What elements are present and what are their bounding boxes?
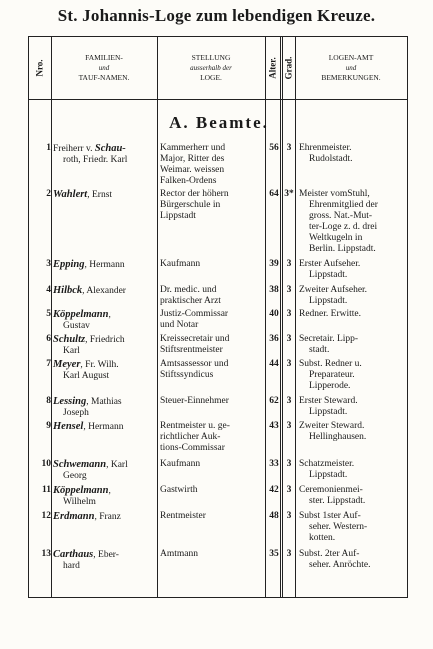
member-stellung	[160, 285, 264, 307]
name-line: Meyer, Fr. Wilh.	[53, 359, 119, 370]
member-name	[53, 259, 157, 271]
amt-line: Lippstadt.	[309, 470, 348, 480]
name-line: Hilbck, Alexander	[53, 285, 126, 296]
member-age: 42	[269, 485, 279, 495]
header-amt: LOGEN-AMT und BEMERKUNGEN.	[321, 53, 381, 82]
stellung-line: Steuer-Einnehmer	[160, 396, 229, 406]
row-number: 9	[46, 421, 51, 431]
name-line: roth, Friedr. Karl	[63, 155, 128, 165]
family-name: Köppelmann	[53, 485, 109, 496]
stellung-line: Rector der höhern	[160, 189, 229, 199]
row-number: 10	[41, 459, 51, 469]
member-age: 64	[269, 189, 279, 199]
row-number: 13	[41, 549, 51, 559]
amt-line: Meister vomStuhl,	[299, 189, 370, 199]
member-age: 44	[269, 359, 279, 369]
member-stellung	[160, 511, 264, 522]
section-heading: A. Beamte.	[169, 113, 269, 132]
amt-line: kotten.	[309, 533, 336, 543]
stellung-line: Kaufmann	[160, 459, 201, 469]
row-number: 1	[46, 143, 51, 153]
member-stellung	[160, 309, 264, 331]
member-age: 38	[269, 285, 279, 295]
name-line: Schwemann, Karl	[53, 459, 128, 470]
header-nr: Nro.	[35, 59, 45, 77]
amt-line: gross. Nat.-Mut-	[309, 211, 373, 221]
member-amt	[299, 334, 405, 356]
family-name: Schwemann	[53, 459, 107, 470]
stellung-line: Weimar. weissen	[160, 165, 225, 175]
member-name	[53, 334, 157, 357]
row-number: 12	[41, 511, 51, 521]
amt-line: Weltkugeln in	[309, 233, 363, 243]
amt-line: Erster Aufseher.	[299, 259, 361, 269]
member-name	[53, 511, 157, 523]
member-name	[53, 189, 157, 201]
member-name	[53, 285, 157, 297]
row-number: 7	[46, 359, 51, 369]
stellung-line: Stiftsrentmeister	[160, 345, 223, 355]
page-title: St. Johannis-Loge zum lebendigen Kreuze.	[57, 6, 376, 25]
stellung-line: Amtsassessor und	[160, 359, 229, 369]
member-age: 48	[269, 511, 279, 521]
stellung-line: Lippstadt	[160, 211, 196, 221]
member-amt	[299, 359, 405, 392]
member-grade: 3*	[284, 189, 294, 199]
amt-line: Rudolstadt.	[309, 154, 353, 164]
name-line: Wahlert, Ernst	[53, 189, 113, 200]
name-line: Gustav	[63, 321, 90, 331]
member-age: 33	[269, 459, 279, 469]
member-stellung	[160, 549, 264, 560]
row-number: 5	[46, 309, 51, 319]
name-line: Hensel, Hermann	[53, 421, 124, 432]
member-amt	[299, 259, 405, 281]
family-name: Meyer	[53, 359, 81, 370]
member-amt	[299, 285, 405, 307]
header-name: FAMILIEN- und TAUF-NAMEN.	[78, 53, 130, 82]
member-name	[53, 396, 157, 419]
stellung-line: Dr. medic. und	[160, 285, 217, 295]
member-amt	[299, 189, 405, 255]
stellung-line: Rentmeister u. ge-	[160, 421, 230, 431]
member-grade: 3	[286, 143, 292, 153]
amt-line: Ehrenmeister.	[299, 143, 352, 153]
stellung-line: Stiftssyndicus	[160, 370, 214, 380]
register-table	[28, 36, 408, 598]
member-grade: 3	[286, 396, 292, 406]
amt-line: Ehrenmitglied der	[309, 200, 378, 210]
stellung-line: Kaufmann	[160, 259, 201, 269]
stellung-line: Falken-Ordens	[160, 176, 217, 186]
name-line: Carthaus, Eber-	[53, 549, 119, 560]
stellung-line: Justiz-Commissar	[160, 309, 229, 319]
family-name: Hilbck	[53, 285, 83, 296]
member-amt	[299, 421, 405, 443]
name-line: Schultz, Friedrich	[53, 334, 125, 345]
member-grade: 3	[286, 549, 292, 559]
amt-line: Zweiter Steward.	[299, 421, 365, 431]
name-line: Joseph	[63, 408, 89, 418]
amt-line: Subst. Redner u.	[299, 359, 362, 369]
member-amt	[299, 485, 405, 507]
member-amt	[299, 396, 405, 418]
member-name	[53, 485, 157, 508]
amt-line: Lippstadt.	[309, 407, 348, 417]
stellung-line: Kreissecretair und	[160, 334, 230, 344]
family-name: Schau-	[94, 143, 126, 154]
name-line: Epping, Hermann	[53, 259, 125, 270]
member-grade: 3	[286, 511, 292, 521]
amt-line: Erster Steward.	[299, 396, 358, 406]
member-grade: 3	[286, 459, 292, 469]
family-name: Epping	[53, 259, 85, 270]
amt-line: seher. Anröchte.	[309, 560, 371, 570]
amt-line: Schatzmeister.	[299, 459, 355, 469]
member-amt	[299, 549, 405, 571]
member-stellung	[160, 485, 264, 496]
stellung-line: und Notar	[160, 320, 199, 330]
member-stellung	[160, 421, 264, 454]
member-name	[53, 459, 157, 482]
member-age: 62	[269, 396, 279, 406]
name-line: Karl August	[63, 371, 110, 381]
amt-line: Ceremonienmei-	[299, 485, 363, 495]
amt-line: Preparateur.	[309, 370, 355, 380]
member-amt	[299, 459, 405, 481]
member-grade: 3	[286, 285, 292, 295]
family-name: Schultz	[53, 334, 86, 345]
amt-line: Hellinghausen.	[309, 432, 367, 442]
member-grade: 3	[286, 334, 292, 344]
row-number: 4	[46, 285, 51, 295]
amt-line: Redner. Erwitte.	[299, 309, 361, 319]
name-line: Köppelmann,	[53, 309, 111, 320]
member-age: 36	[269, 334, 279, 344]
member-name	[53, 359, 157, 382]
stellung-line: praktischer Arzt	[160, 296, 221, 306]
family-name: Wahlert	[53, 189, 88, 200]
amt-line: Lipperode.	[309, 381, 351, 391]
member-age: 43	[269, 421, 279, 431]
header-stellung: STELLUNG ausserhalb der LOGE.	[190, 53, 232, 82]
member-name	[53, 421, 157, 433]
member-stellung	[160, 459, 264, 470]
name-line: Freiherr v. Schau-	[53, 143, 126, 154]
member-age: 39	[269, 259, 279, 269]
row-number: 8	[46, 396, 51, 406]
member-age: 40	[269, 309, 279, 319]
row-number: 3	[46, 259, 51, 269]
stellung-line: Rentmeister	[160, 511, 206, 521]
name-line: Georg	[63, 471, 87, 481]
member-stellung	[160, 143, 264, 187]
member-stellung	[160, 189, 264, 222]
member-amt	[299, 511, 405, 544]
name-line: Wilhelm	[63, 497, 96, 507]
member-age: 35	[269, 549, 279, 559]
family-name: Hensel	[53, 421, 84, 432]
member-stellung	[160, 396, 264, 407]
row-number: 11	[42, 485, 51, 495]
header-alter: Alter.	[268, 57, 279, 79]
header-grad: Grad.	[283, 56, 294, 80]
stellung-line: richtlicher Auk-	[160, 432, 221, 442]
family-name: Köppelmann	[53, 309, 109, 320]
amt-line: seher. Western-	[309, 522, 368, 532]
amt-line: ter-Loge z. d. drei	[309, 222, 378, 232]
amt-line: Berlin. Lippstadt.	[309, 244, 376, 254]
member-name	[53, 549, 157, 572]
amt-line: Lippstadt.	[309, 270, 348, 280]
stellung-line: Bürgerschule in	[160, 200, 221, 210]
amt-line: stadt.	[309, 345, 330, 355]
stellung-line: tions-Commissar	[160, 443, 225, 453]
member-stellung	[160, 334, 264, 356]
amt-line: Secretair. Lipp-	[299, 334, 359, 344]
amt-line: Subst. 2ter Auf-	[299, 549, 360, 559]
stellung-line: Gastwirth	[160, 485, 198, 495]
member-age: 56	[269, 143, 279, 153]
stellung-line: Major, Ritter des	[160, 154, 225, 164]
header-divider	[29, 99, 407, 100]
amt-line: Subst 1ster Auf-	[299, 511, 361, 521]
amt-line: Lippstadt.	[309, 296, 348, 306]
member-stellung	[160, 259, 264, 270]
family-name: Carthaus	[53, 549, 94, 560]
name-line: Lessing, Mathias	[53, 396, 122, 407]
member-grade: 3	[286, 359, 292, 369]
member-name	[53, 143, 157, 166]
family-name: Lessing	[53, 396, 87, 407]
family-name: Erdmann	[53, 511, 95, 522]
member-grade: 3	[286, 485, 292, 495]
name-line: hard	[63, 561, 80, 571]
name-line: Karl	[63, 346, 80, 356]
member-stellung	[160, 359, 264, 381]
name-line: Erdmann, Franz	[53, 511, 121, 522]
amt-line: Zweiter Aufseher.	[299, 285, 368, 295]
member-name	[53, 309, 157, 332]
stellung-line: Amtmann	[160, 549, 198, 559]
member-grade: 3	[286, 259, 292, 269]
member-amt	[299, 143, 405, 165]
member-grade: 3	[286, 421, 292, 431]
member-amt	[299, 309, 405, 320]
name-line: Köppelmann,	[53, 485, 111, 496]
member-grade: 3	[286, 309, 292, 319]
row-number: 2	[46, 189, 51, 199]
stellung-line: Kammerherr und	[160, 143, 226, 153]
row-number: 6	[46, 334, 51, 344]
amt-line: ster. Lippstadt.	[309, 496, 366, 506]
